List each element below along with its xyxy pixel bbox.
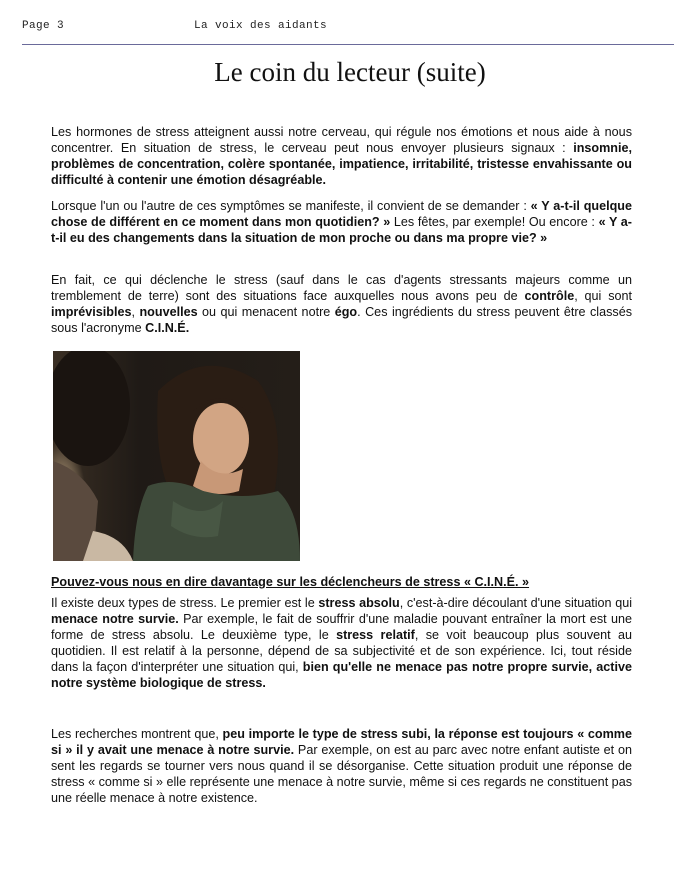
bold-text: « Y a-t-il eu des changements dans la situation de mon proche ou dans ma propre vie? » <box>51 215 632 246</box>
bold-text: bien qu'elle ne menace pas notre propre survie, active notre système biologique de stress. <box>51 660 632 691</box>
section-subheading: Pouvez-vous nous en dire davantage sur les déclencheurs de stress « C.I.N.É. » <box>51 575 530 589</box>
photo-illustration <box>53 351 300 561</box>
bold-text: stress absolu <box>318 596 400 610</box>
text: Lorsque l'un ou l'autre de ces symptômes se manifeste, il convient de se demander : <box>51 199 531 213</box>
publication-name: La voix des aidants <box>194 20 328 32</box>
text: Par exemple, le fait de souffrir d'une maladie pouvant entraîner la mort est une forme de stress absolu. Le deuxième type, le <box>51 612 632 643</box>
bold-text: menace notre survie. <box>51 612 179 627</box>
text: , se voit beaucoup plus souvent au quotidien. Il est relatif à la personne, dépend de sa subjectivité et de son expérience. Ici, tout réside dans la façon d'interpréter une situation qui, <box>51 628 633 675</box>
bold-text: imprévisibles <box>51 305 132 320</box>
text: Il existe deux types de stress. Le premier est le <box>51 596 319 610</box>
page-header <box>22 20 674 38</box>
text: Les recherches montrent que, <box>51 727 223 741</box>
text: , c'est-à-dire découlant d'une situation qui <box>399 596 632 610</box>
header-rule <box>22 44 674 45</box>
paragraph-4 <box>51 595 632 692</box>
text: En fait, ce qui déclenche le stress (sauf dans le cas d'agents stressants majeurs comme un tremblement de terre) sont des situations face auxquelles nous avons peu de <box>51 273 632 304</box>
text: , <box>131 305 140 320</box>
text: , qui sont <box>574 289 633 304</box>
text: . Ces ingrédients du stress peuvent être classés sous l'acronyme <box>51 305 632 336</box>
paragraph-5 <box>51 726 632 806</box>
bold-text: égo <box>334 305 358 320</box>
bold-text: C.I.N.É. <box>145 321 190 336</box>
bold-text: stress relatif <box>336 628 415 643</box>
bold-text: peu importe le type de stress subi, la réponse est toujours « comme si » il y avait une menace à notre survie. <box>51 727 632 758</box>
page-title: Le coin du lecteur (suite) <box>214 57 486 87</box>
photo-comforting-woman <box>53 351 300 561</box>
paragraph-3 <box>51 272 632 336</box>
text: Les fêtes, par exemple! Ou encore : <box>390 215 599 230</box>
text: Les hormones de stress atteignent aussi notre cerveau, qui régule nos émotions et nous aide à nous concentrer. En situation de stress, le cerveau peut nous envoyer plusieurs signaux : <box>51 125 632 156</box>
page-number: Page 3 <box>22 20 65 32</box>
text: ou qui menacent notre <box>197 305 335 320</box>
bold-text: insomnie, problèmes de concentration, colère spontanée, impatience, irritabilité, tristesse envahissante ou difficulté à contenir une émotion désagréable. <box>51 141 632 188</box>
bold-text: nouvelles <box>139 305 198 320</box>
paragraph-2 <box>51 198 632 246</box>
paragraph-1 <box>51 124 632 188</box>
bold-text: contrôle <box>524 289 575 304</box>
text: Par exemple, on est au parc avec notre enfant autiste et on sent les regards se tourner vers nous quand il se désorganise. Cette situation produit une réponse de stress « comme si » elle représente une menace à notre survie, même si ces regards ne constituent pas une réelle menace à notre existence. <box>51 743 633 806</box>
bold-text: « Y a-t-il quelque chose de différent en ce moment dans mon quotidien? » <box>51 199 633 230</box>
